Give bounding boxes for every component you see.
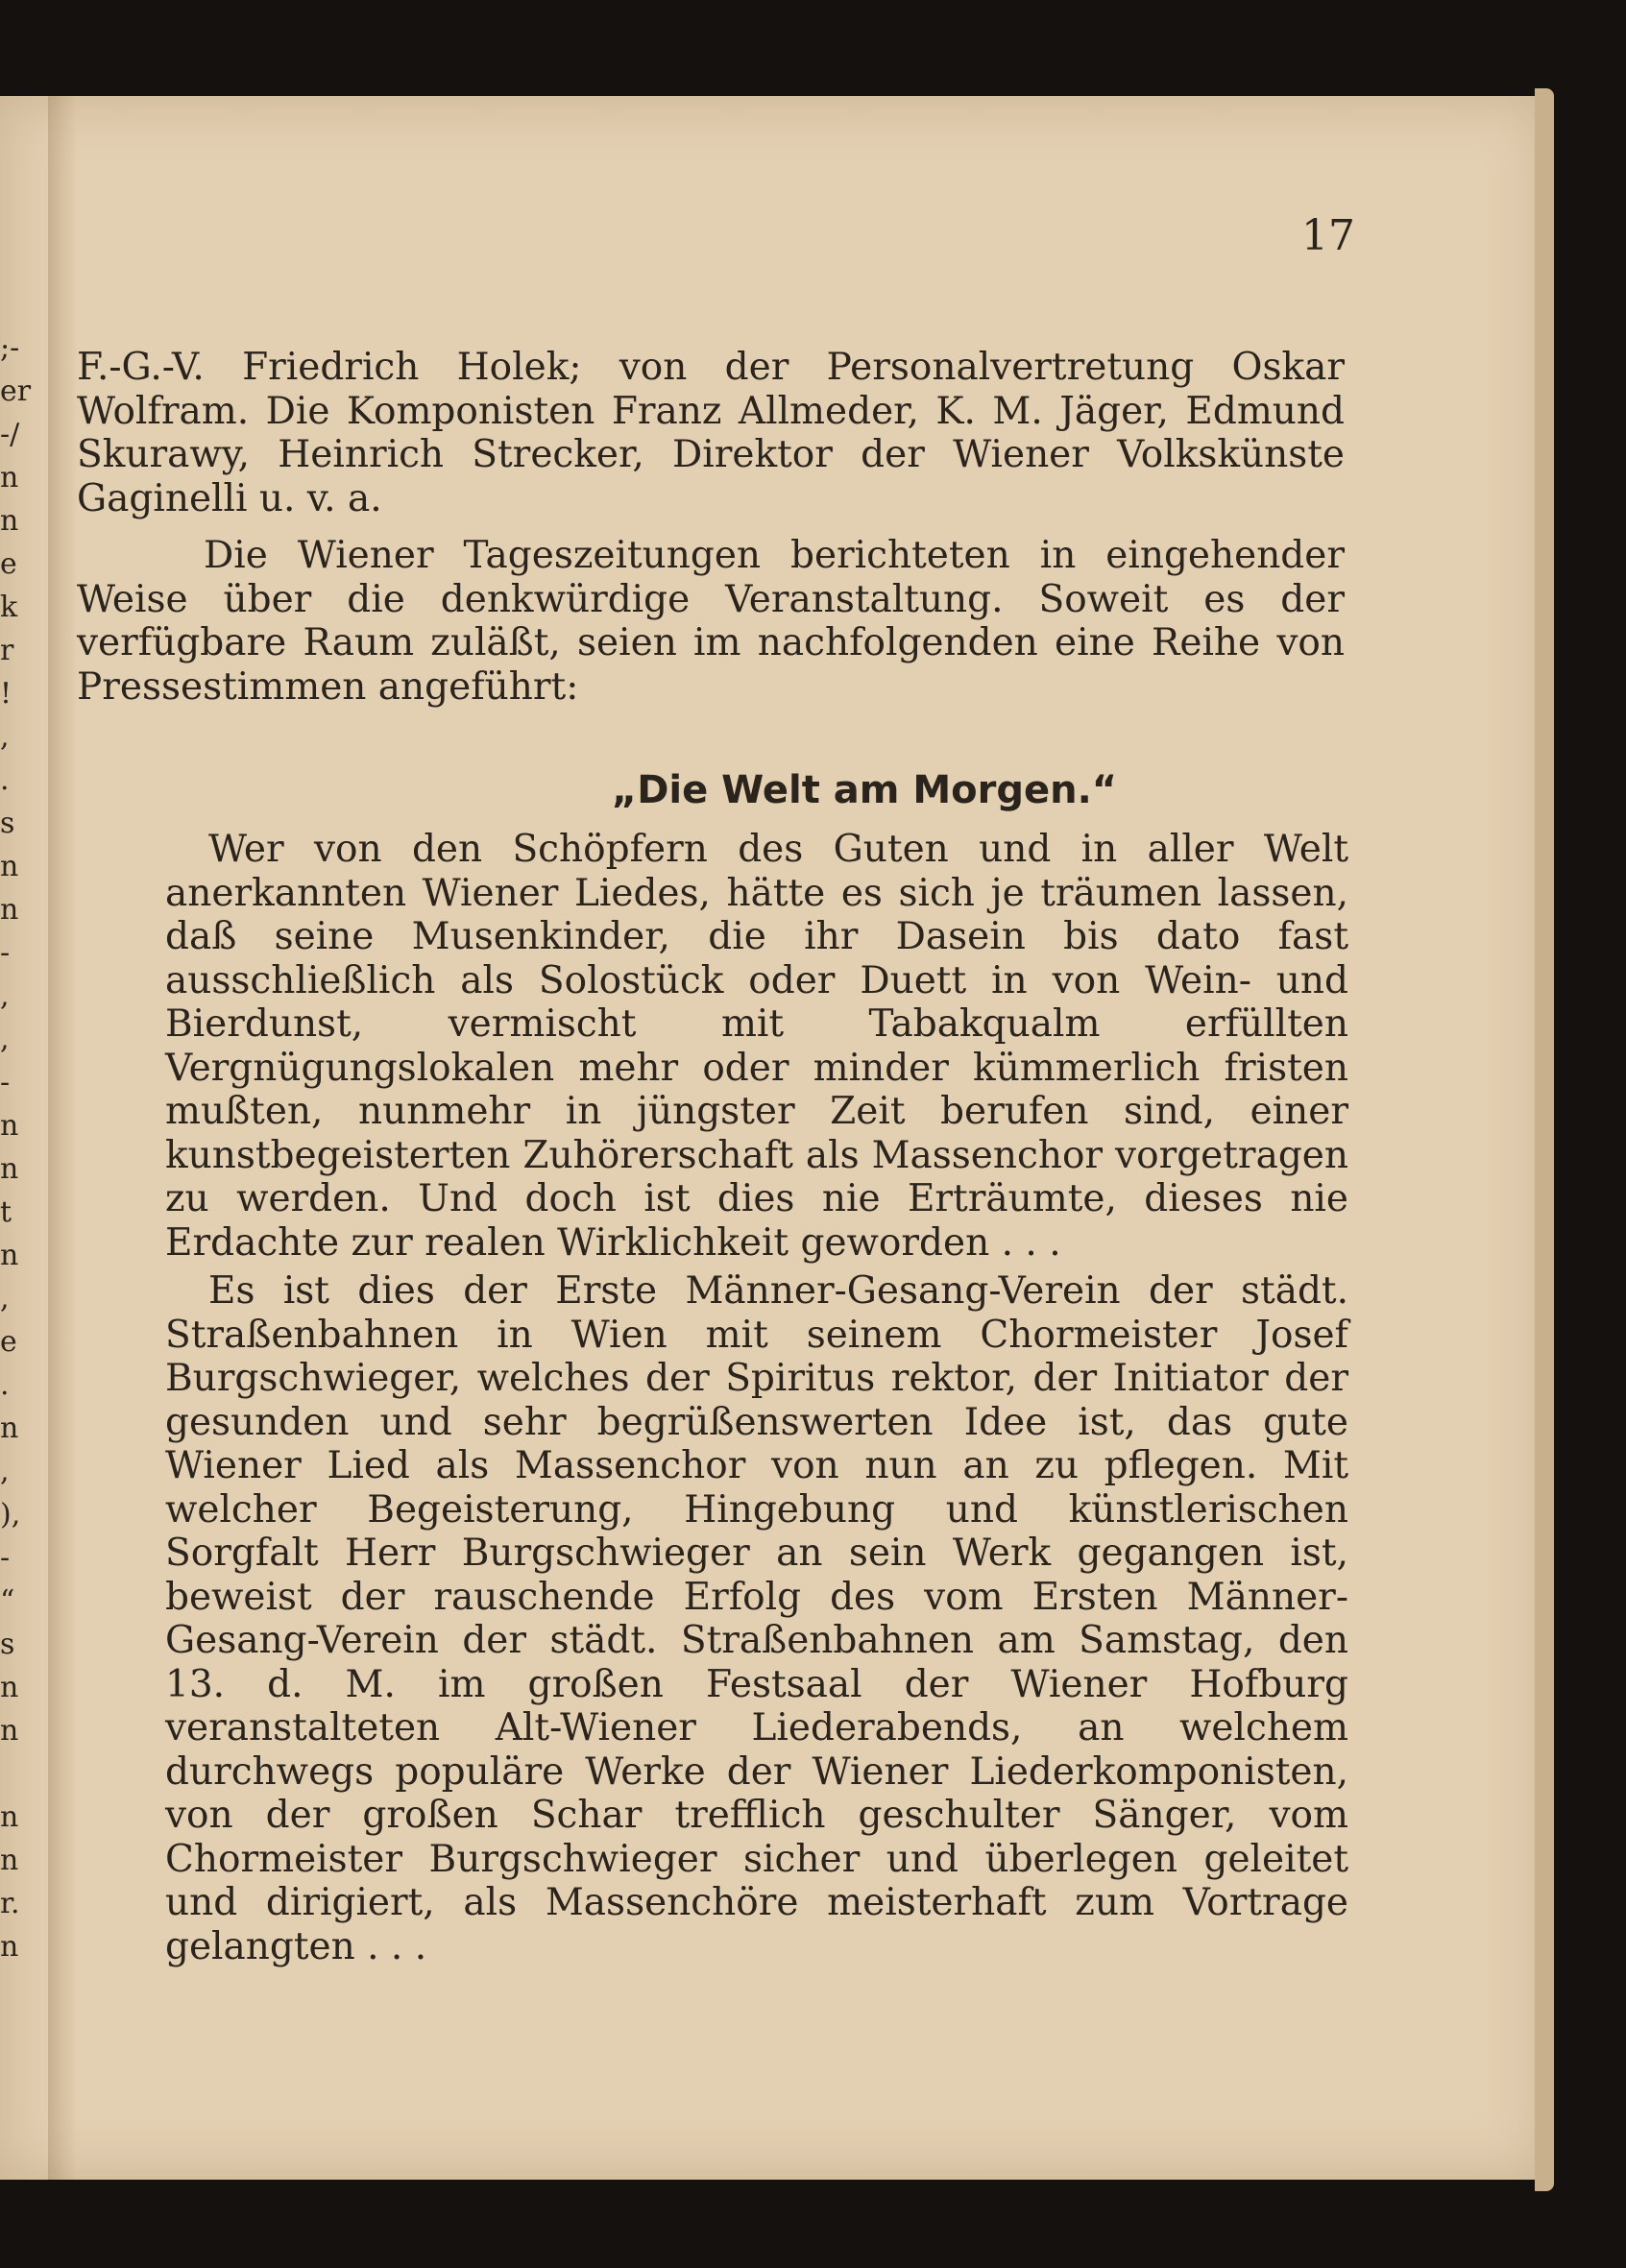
previous-page-line-end: - [0, 1066, 11, 1099]
page-number: 17 [1301, 211, 1355, 260]
previous-page-line-end: n [0, 1930, 19, 1964]
previous-page-line-end: n [0, 850, 19, 883]
previous-page-line-end [0, 1752, 29, 1796]
previous-page-line-end: r [0, 634, 14, 667]
previous-page-line-end: n [0, 1109, 19, 1143]
previous-page-line-end: e [0, 547, 17, 581]
previous-page-line-end: s [0, 1628, 15, 1661]
previous-page-line-end: ), [0, 1498, 21, 1532]
paragraph-press-intro: Die Wiener Tageszeitungen berichteten in eingehender Weise über die denkwürdige Veranstaltung. Soweit es der verfügbare Raum zuläßt, seien im nachfolgenden eine Reihe von Pressestimmen angeführt: [77, 534, 1345, 709]
previous-page-line-end: - [0, 1541, 11, 1575]
previous-page-line-end: , [0, 1282, 10, 1315]
previous-page-line-end: - [0, 936, 11, 970]
previous-page-line-end: , [0, 979, 10, 1013]
previous-page-line-end: , [0, 1023, 10, 1056]
previous-page-line-end: e [0, 1325, 17, 1359]
previous-page-line-end: n [0, 461, 19, 495]
previous-page-line-end: “ [0, 1584, 15, 1618]
previous-page-line-end: . [0, 763, 10, 797]
previous-page-line-end: , [0, 720, 10, 754]
previous-page-line-end: ;- [0, 331, 20, 365]
previous-page-line-end: n [0, 1671, 19, 1704]
previous-page-line-end: -/ [0, 418, 20, 451]
previous-page-line-end: ! [0, 677, 12, 711]
previous-page-line-end: s [0, 807, 15, 840]
section-heading: „Die Welt am Morgen.“ [611, 768, 1118, 812]
previous-page-line-end: n [0, 1411, 19, 1445]
previous-page-line-end: . [0, 1368, 10, 1402]
previous-page-line-end: n [0, 1239, 19, 1272]
previous-page-line-end: r. [0, 1887, 20, 1920]
paragraph-quote-2: Es ist dies der Erste Männer-Gesang-Verein der städt. Straßenbahnen in Wien mit seinem Chormeister Josef Burgschwieger, welches der Spiritus rektor, der Initiator der gesunden und sehr begrüßenswerten Idee ist, das gute Wiener Lied als Massenchor von nun an zu pflegen. Mit welcher Begeisterung, Hingebung und künstlerischen Sorgfalt Herr Burgschwieger an sein Werk gegangen ist, beweist der rauschende Erfolg des vom Ersten Männer-Gesang-Verein der städt. Straßenbahnen am Samstag, den 13. d. M. im großen Festsaal der Wiener Hofburg veranstalteten Alt-Wiener Liederabends, an welchem durchwegs populäre Werke der Wiener Liederkomponisten, von der großen Schar trefflich geschulter Sänger, vom Chormeister Burgschwieger sicher und überlegen geleitet und dirigiert, als Massenchöre meisterhaft zum Vortrage gelangten . . . [165, 1269, 1348, 1968]
previous-page-line-end: k [0, 591, 18, 624]
previous-page-line-end: er [0, 374, 32, 408]
previous-page-line-end: , [0, 1455, 10, 1488]
previous-page-line-end: n [0, 1844, 19, 1877]
previous-page-line-end: t [0, 1195, 12, 1229]
page-edge [1535, 88, 1554, 2191]
paragraph-quote-1: Wer von den Schöpfern des Guten und in aller Welt anerkannten Wiener Liedes, hätte es sich je träumen lassen, daß seine Musenkinder, die ihr Dasein bis dato fast ausschließlich als Solostück oder Duett in von Wein- und Bierdunst, vermischt mit Tabakqualm erfüllten Vergnügungslokalen mehr oder minder kümmerlich fristen mußten, nunmehr in jüngster Zeit berufen sind, einer kunstbegeisterten Zuhörerschaft als Massenchor vorgetragen zu werden. Und doch ist dies nie Erträumte, dieses nie Erdachte zur realen Wirklichkeit geworden . . . [165, 828, 1348, 1265]
paragraph-continuation: F.-G.-V. Friedrich Holek; von der Personalvertretung Oskar Wolfram. Die Komponisten Franz Allmeder, K. M. Jäger, Edmund Skurawy, Heinrich Strecker, Direktor der Wiener Volkskünste Gaginelli u. v. a. [77, 346, 1345, 520]
previous-page-line-end: n [0, 1152, 19, 1186]
previous-page-fragment [0, 326, 32, 1968]
previous-page-line-end: n [0, 1714, 19, 1748]
previous-page-line-end: n [0, 504, 19, 538]
previous-page-line-end: n [0, 893, 19, 927]
book-gutter [48, 96, 77, 2180]
previous-page-line-end: n [0, 1800, 19, 1834]
